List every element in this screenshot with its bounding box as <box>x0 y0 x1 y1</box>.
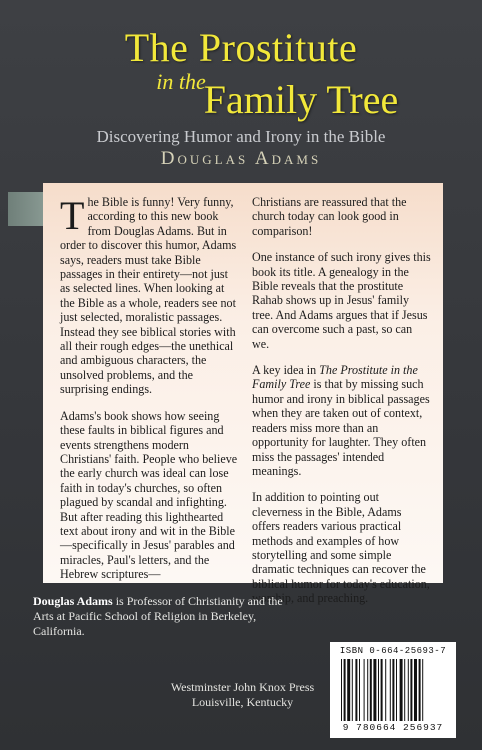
publisher-location: Louisville, Kentucky <box>191 695 294 709</box>
author-bio <box>33 594 303 639</box>
blurb-paragraph-5-rest: is that by missing such humor and irony in biblical passages when they are taken out of context, readers miss more than an opportunity for laughter. They often miss the passages' intended meanings. <box>252 377 430 478</box>
subtitle: Discovering Humor and Irony in the Bible <box>96 127 386 146</box>
blurb-paragraph-3: Christians are reassured that the church today can look good in comparison! <box>252 195 407 238</box>
blurb-panel <box>43 183 443 606</box>
bio-text: is Professor of Christianity and the Arts at Pacific School of Religion in Berkeley, California. <box>33 594 283 638</box>
blurb-paragraph-1-text: he Bible is funny! Very funny, according to this new book from Douglas Adams. But in order to discover this humor, Adams says, readers must take Bible passages in their entirety—not just as selected lines. When looking at the Bible as a whole, readers see not just selected, moralistic passages. Instead they see biblical stories with all their rough edges—the unethical and ambiguous characters, the unsolved problems, and the surprising endings. <box>60 195 237 397</box>
blurb-paragraph-6: In addition to pointing out cleverness in the Bible, Adams offers readers various practical methods and examples of how storytelling and some simple dramatic techniques can recover the biblical humor for today's education, worship, and preaching. <box>252 490 430 606</box>
book-title-italic: The Prostitute in the Family Tree <box>252 363 418 392</box>
publisher-name: Westminster John Knox Press <box>170 680 315 694</box>
blurb-paragraph-4: One instance of such irony gives this book its title. A genealogy in the Bible reveals that the prostitute Rahab shows up in Jesus' family tree. And Adams argues that if Jesus can overcome such a past, so can we. <box>252 250 431 351</box>
title-line-3: Family Tree <box>203 77 399 122</box>
publisher-block <box>165 680 320 710</box>
bio-author-name: Douglas Adams <box>33 594 113 608</box>
blurb-column-right <box>252 195 431 606</box>
title-line-1: The Prostitute <box>124 25 358 70</box>
title-line-2: in the <box>156 69 206 94</box>
barcode-icon <box>339 659 447 721</box>
isbn-label: ISBN 0-664-25693-7 <box>339 646 447 656</box>
blurb-paragraph-5 <box>252 363 431 478</box>
author-name: Douglas Adams <box>160 148 322 169</box>
blurb-paragraph-2: Adams's book shows how seeing these faults in biblical figures and events strengthens modern Christians' faith. People who believe the early church was ideal can lose faith in today's churches, so often plagued by scandal and infighting. But after reading this lighthearted text about irony and wit in the Bible—specifically in Jesus' parables and miracles, Paul's letters, and the Hebrew scriptures— <box>60 408 238 582</box>
barcode-box <box>330 642 456 738</box>
drop-cap: T <box>60 193 85 238</box>
blurb-paragraph-5-start: A key idea in <box>252 363 320 378</box>
blurb-column-left <box>60 193 239 582</box>
blurb-paragraph-1 <box>60 195 239 397</box>
ean-number: 9 780664 256937 <box>342 722 444 733</box>
